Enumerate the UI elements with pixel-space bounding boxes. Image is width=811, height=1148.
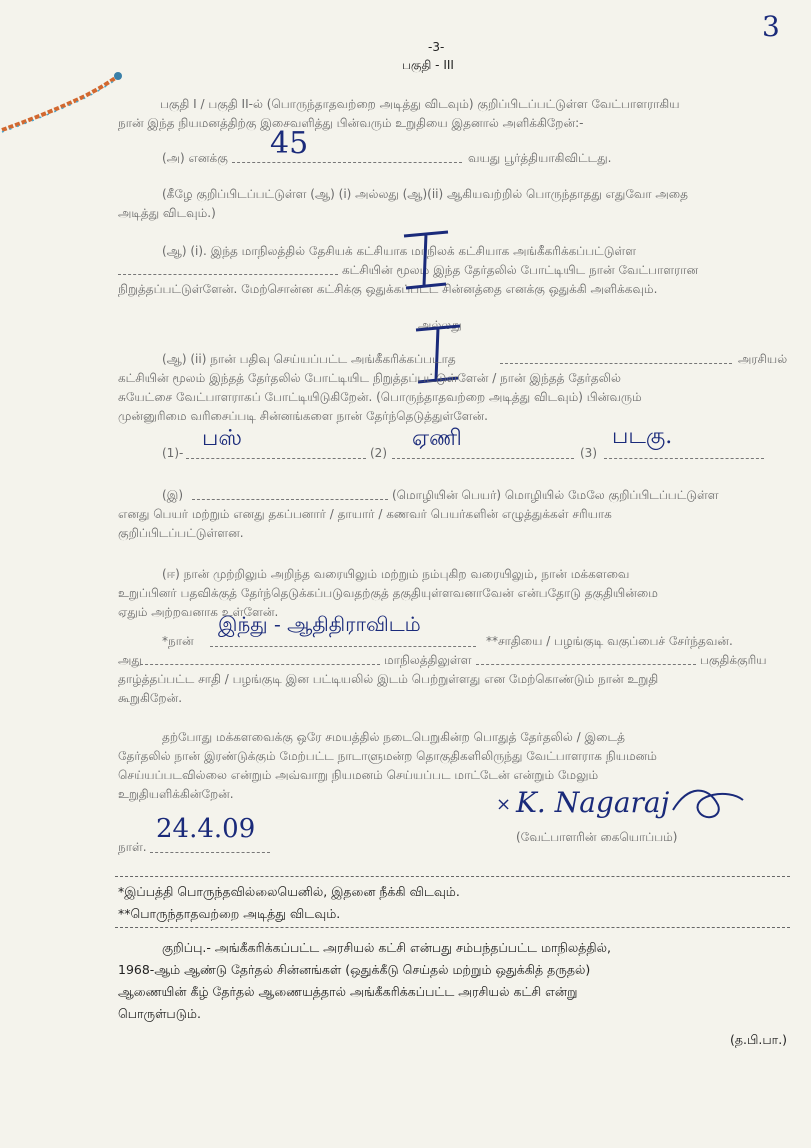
footnote-divider-bottom [115,927,790,928]
clause-a2-line-1b: அரசியல் [738,352,788,366]
press-mark: (த.பி.பா.) [730,1032,788,1047]
date-label: நாள். [118,840,147,854]
area-blank-line [476,664,696,665]
part-title: பகுதி - III [402,58,454,72]
caste-line-2a: அது [118,653,142,667]
strike-mark-a1 [396,226,456,296]
caste-value: இந்து - ஆதிதிராவிடம் [218,612,421,636]
clause-a2-line-3: சுயேட்சை வேட்பாளராகப் போட்டியிடுகிறேன். (பொருந்தாதவற்றை அடித்து விடவும்) பின்வரும் [118,390,642,404]
symbol-3-label: (3) [580,446,597,460]
age-blank-line [232,162,462,163]
symbol-1-value: பஸ் [202,426,243,451]
age-value: 45 [270,126,309,161]
page-number: -3- [428,40,445,54]
symbol-2-value: ஏணி [412,426,462,451]
declaration-line-1: தற்போது மக்களவைக்கு ஒரே சமயத்தில் நடைபெறுகின்ற பொதுத் தேர்தலில் / இடைத் [162,730,625,744]
declaration-line-3: செய்யப்படவில்லை என்றும் அவ்வாறு நியமனம் செய்யப்பட மாட்டேன் என்றும் மேலும் [118,768,599,782]
clause-ee-line-3: ஏதும் அற்றவனாக உள்ளேன். [118,605,279,619]
caste-line-2b: மாநிலத்திலுள்ள [384,653,472,667]
party-blank-line [118,274,338,275]
clause-a1-line-3: நிறுத்தப்பட்டுள்ளேன். மேற்சொன்ன கட்சிக்கு ஒதுக்கப்பட்ட சின்னத்தை எனக்கு ஒதுக்கி அளிக்கவும். [118,282,658,296]
signature-cross-mark: × [496,794,512,815]
caste-blank-line [210,646,476,647]
note-line-4: பொருள்படும். [118,1006,201,1021]
caste-mid: **சாதியை / பழங்குடி வகுப்பைச் சேர்ந்தவன். [486,634,733,648]
instruction-line-1: (கீழே குறிப்பிடப்பட்டுள்ள (ஆ) (i) அல்லது (ஆ)(ii) ஆகியவற்றில் பொருந்தாதது எதுவோ அதை [162,187,688,201]
clause-i-line-2: எனது பெயர் மற்றும் எனது தகப்பனார் / தாயார் / கணவர் பெயர்களின் எழுத்துக்கள் சரியாக [118,507,612,521]
corner-page-mark: 3 [762,10,780,43]
clause-a2-line-4: முன்னுரிமை வரிசைப்படி சின்னங்களை நான் தேர்ந்தெடுத்துள்ளேன். [118,409,488,423]
signature: K. Nagaraj [516,786,670,819]
note-line-3: ஆணையின் கீழ் தேர்தல் ஆணையத்தால் அங்கீகரிக்கப்பட்ட அரசியல் கட்சி என்று [118,984,578,999]
declaration-line-4: உறுதியளிக்கின்றேன். [118,787,234,801]
footnote-2: **பொருந்தாதவற்றை அடித்து விடவும். [118,906,341,921]
caste-prefix: *நான் [162,634,194,648]
symbol-1-blank-line [186,458,366,459]
clause-i-line-1b: (மொழியின் பெயர்) மொழியில் மேலே குறிப்பிடப்பட்டுள்ள [392,488,719,502]
symbol-1-label: (1)- [162,446,184,460]
footnote-divider-top [115,876,790,877]
or-separator: அல்லது [418,318,462,332]
date-blank-line [150,852,270,853]
declaration-line-2: தேர்தலில் நான் இரண்டுக்கும் மேற்பட்ட நாடாளுமன்ற தொகுதிகளிலிருந்து வேட்பாளராக நியமனம் [118,749,657,763]
state-blank-line [140,664,380,665]
symbol-2-blank-line [392,458,574,459]
language-blank-line [192,499,388,500]
age-label: (அ) எனக்கு [162,151,228,165]
party-name-blank-line [500,363,732,364]
footnote-1: *இப்பத்தி பொருந்தவில்லையெனில், இதனை நீக்கி விடவும். [118,884,460,899]
signature-caption: (வேட்பாளரின் கையொப்பம்) [516,830,678,844]
clause-ee-line-2: உறுப்பினர் பதவிக்குத் தேர்ந்தெடுக்கப்படுவதற்குத் தகுதியுள்ளவனாவேன் என்பதோடு தகுதியின்மை [118,586,658,600]
note-line-2: 1968-ஆம் ஆண்டு தேர்தல் சின்னங்கள் (ஒதுக்கீடு செய்தல் மற்றும் ஒதுக்கித் தருதல்) [118,962,591,977]
caste-line-3: தாழ்த்தப்பட்ட சாதி / பழங்குடி இன பட்டியலில் இடம் பெற்றுள்ளது என மேற்கொண்டும் நான் உறுதி [118,672,659,686]
date-value: 24.4.09 [156,814,256,844]
symbol-3-blank-line [604,458,764,459]
caste-line-4: கூறுகிறேன். [118,691,183,705]
thread-image [0,68,125,138]
clause-i-line-1a: (இ) [162,488,184,502]
intro-line-2: நான் இந்த நியமனத்திற்கு இசைவளித்து பின்வரும் உறுதியை இதனால் அளிக்கிறேன்:- [118,116,584,130]
clause-a2-line-1a: (ஆ) (ii) நான் பதிவு செய்யப்பட்ட அங்கீகரிக்கப்படாத [162,352,456,366]
age-suffix: வயது பூர்த்தியாகிவிட்டது. [468,151,612,165]
note-line-1: குறிப்பு.- அங்கீகரிக்கப்பட்ட அரசியல் கட்சி என்பது சம்பந்தப்பட்ட மாநிலத்தில், [162,940,612,955]
clause-a1-line-2: கட்சியின் மூலம் இந்த தேர்தலில் போட்டியிட நான் வேட்பாளரான [342,263,699,277]
instruction-line-2: அடித்து விடவும்.) [118,206,216,220]
clause-a2-line-2: கட்சியின் மூலம் இந்தத் தேர்தலில் போட்டியிட நிறுத்தப்பட்டுள்ளேன் / நான் இந்தத் தேர்தலில் [118,371,621,385]
clause-a1-line-1: (ஆ) (i). இந்த மாநிலத்தில் தேசியக் கட்சியாக மாநிலக் கட்சியாக அங்கீகரிக்கப்பட்டுள்ள [162,244,637,258]
symbol-2-label: (2) [370,446,387,460]
clause-i-line-3: குறிப்பிடப்பட்டுள்ளன. [118,526,244,540]
clause-ee-line-1: (ஈ) நான் முற்றிலும் அறிந்த வரையிலும் மற்றும் நம்புகிற வரையிலும், நான் மக்களவை [162,567,630,581]
intro-line-1: பகுதி I / பகுதி II-ல் (பொருந்தாதவற்றை அடித்து விடவும்) குறிப்பிடப்பட்டுள்ள வேட்பாளராகிய [160,97,680,111]
signature-flourish [668,780,748,830]
symbol-3-value: படகு. [612,424,673,449]
caste-line-2c: பகுதிக்குரிய [700,653,767,667]
